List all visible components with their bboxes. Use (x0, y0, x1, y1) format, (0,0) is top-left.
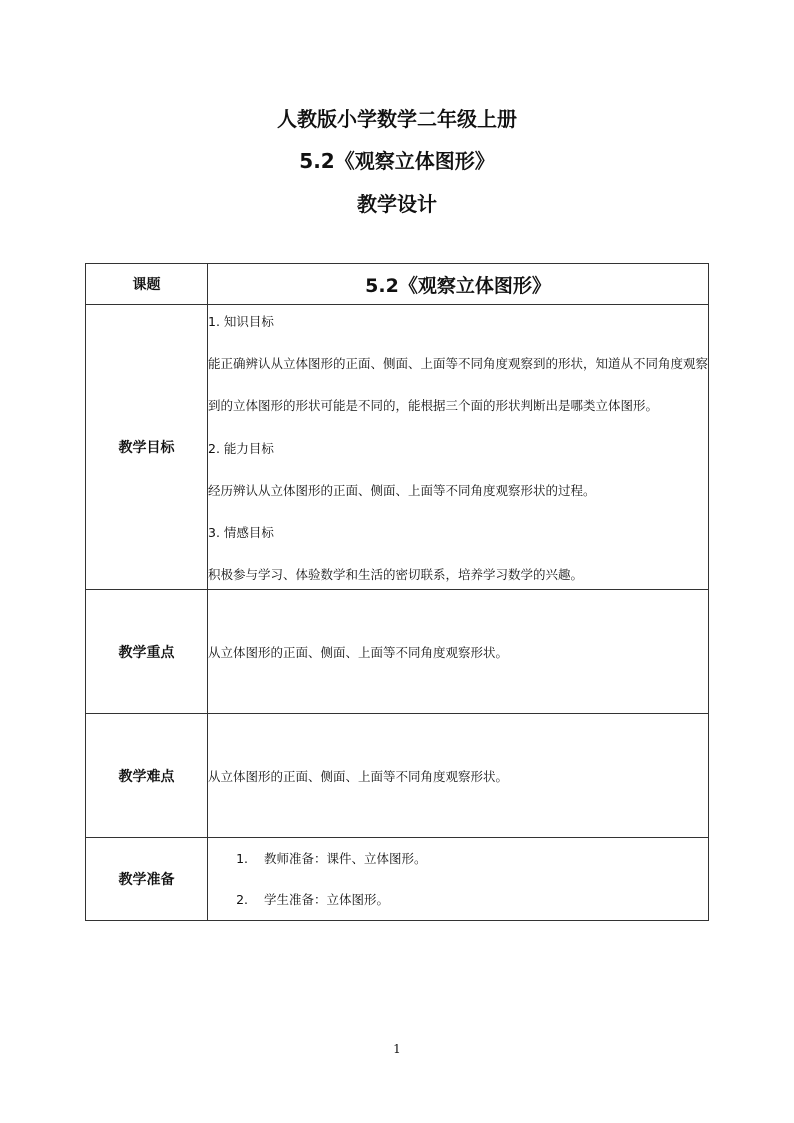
list-item (208, 849, 708, 869)
table-row-objectives (86, 305, 709, 590)
topic-value: 5.2《观察立体图形》 (208, 264, 709, 305)
preparation-cell (208, 838, 709, 921)
list-item-text: 学生准备：立体图形。 (264, 891, 390, 907)
key-points-label: 教学重点 (86, 590, 208, 714)
table-row-preparation (86, 838, 709, 921)
list-item-number: 1. (236, 850, 248, 866)
document-subtitle: 教学设计 (357, 192, 437, 216)
list-item (208, 890, 708, 910)
lesson-plan-table (85, 263, 709, 921)
table-row-topic (86, 264, 709, 305)
objective-heading-knowledge: 1. 知识目标 (208, 314, 274, 329)
list-item-text: 教师准备：课件、立体图形。 (264, 850, 427, 866)
objective-text-knowledge: 能正确辨认从立体图形的正面、侧面、上面等不同角度观察到的形状，知道从不同角度观察到的立体图形的形状可能是不同的，能根据三个面的形状判断出是哪类立体图形。 (208, 356, 709, 413)
objectives-cell (208, 305, 709, 590)
preparation-label: 教学准备 (86, 838, 208, 921)
table-row-difficulties (86, 714, 709, 838)
objective-text-emotion: 积极参与学习、体验数学和生活的密切联系，培养学习数学的兴趣。 (208, 567, 584, 582)
list-item-number: 2. (236, 891, 248, 907)
key-points-value: 从立体图形的正面、侧面、上面等不同角度观察形状。 (208, 590, 709, 714)
document-title: 人教版小学数学二年级上册 (277, 107, 517, 131)
objectives-label: 教学目标 (86, 305, 208, 590)
objective-text-ability: 经历辨认从立体图形的正面、侧面、上面等不同角度观察形状的过程。 (208, 483, 596, 498)
difficulties-label: 教学难点 (86, 714, 208, 838)
topic-label: 课题 (86, 264, 208, 305)
objective-heading-emotion: 3. 情感目标 (208, 525, 274, 540)
objective-heading-ability: 2. 能力目标 (208, 441, 274, 456)
table-row-key-points (86, 590, 709, 714)
page-number: 1 (393, 1042, 401, 1056)
difficulties-value: 从立体图形的正面、侧面、上面等不同角度观察形状。 (208, 714, 709, 838)
lesson-title: 5.2《观察立体图形》 (299, 149, 495, 173)
